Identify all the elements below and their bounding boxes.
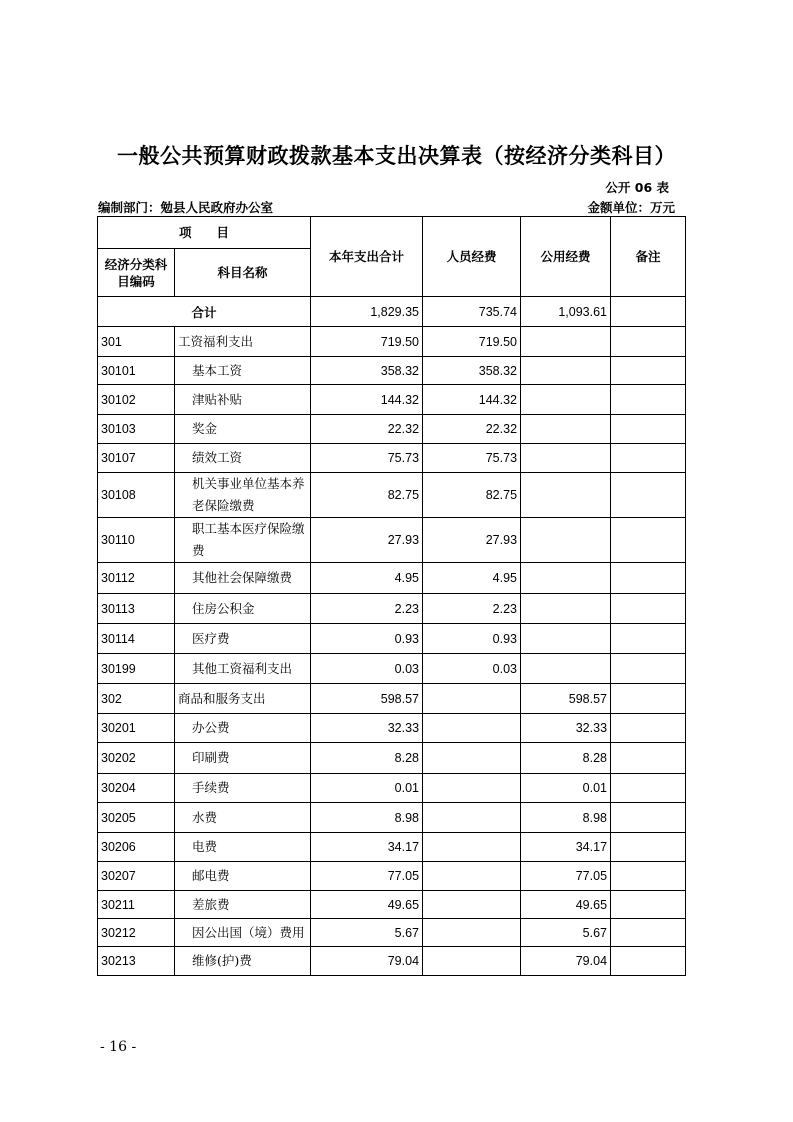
remark-cell bbox=[611, 947, 686, 976]
personnel-cell: 2.23 bbox=[423, 594, 521, 624]
personnel-cell bbox=[423, 947, 521, 976]
code-cell: 30205 bbox=[98, 803, 175, 833]
table-row bbox=[98, 473, 686, 518]
name-cell: 电费 bbox=[175, 833, 311, 862]
code-cell: 30112 bbox=[98, 563, 175, 594]
total-header: 本年支出合计 bbox=[311, 217, 423, 297]
code-cell: 30204 bbox=[98, 774, 175, 803]
table-row bbox=[98, 919, 686, 947]
remark-cell bbox=[611, 833, 686, 862]
remark-cell bbox=[611, 774, 686, 803]
remark-cell bbox=[611, 684, 686, 714]
remark-cell bbox=[611, 385, 686, 415]
remark-cell bbox=[611, 714, 686, 743]
total-cell: 34.17 bbox=[311, 833, 423, 862]
table-row bbox=[98, 654, 686, 684]
page-number: - 16 - bbox=[100, 1039, 137, 1055]
code-cell: 301 bbox=[98, 327, 175, 357]
personnel-cell bbox=[423, 803, 521, 833]
remark-cell bbox=[611, 803, 686, 833]
remark-cell bbox=[611, 357, 686, 385]
total-cell: 27.93 bbox=[311, 518, 423, 563]
public-cell: 79.04 bbox=[521, 947, 611, 976]
code-cell: 30113 bbox=[98, 594, 175, 624]
table-row bbox=[98, 624, 686, 654]
public-cell: 8.28 bbox=[521, 743, 611, 774]
total-cell: 0.93 bbox=[311, 624, 423, 654]
table-row bbox=[98, 743, 686, 774]
code-cell: 30108 bbox=[98, 473, 175, 518]
total-cell: 0.01 bbox=[311, 774, 423, 803]
personnel-cell: 4.95 bbox=[423, 563, 521, 594]
table-row bbox=[98, 385, 686, 415]
name-cell: 印刷费 bbox=[175, 743, 311, 774]
total-personnel: 735.74 bbox=[423, 297, 521, 327]
total-cell: 32.33 bbox=[311, 714, 423, 743]
name-cell: 差旅费 bbox=[175, 891, 311, 919]
total-cell: 144.32 bbox=[311, 385, 423, 415]
remark-header: 备注 bbox=[611, 217, 686, 297]
table-row bbox=[98, 803, 686, 833]
code-cell: 302 bbox=[98, 684, 175, 714]
remark-cell bbox=[611, 919, 686, 947]
name-cell: 工资福利支出 bbox=[175, 327, 311, 357]
public-cell bbox=[521, 563, 611, 594]
personnel-cell: 27.93 bbox=[423, 518, 521, 563]
table-row bbox=[98, 862, 686, 891]
department-label: 编制部门：勉县人民政府办公室 bbox=[98, 200, 274, 215]
personnel-cell: 75.73 bbox=[423, 444, 521, 473]
code-cell: 30101 bbox=[98, 357, 175, 385]
public-cell bbox=[521, 357, 611, 385]
public-cell: 77.05 bbox=[521, 862, 611, 891]
public-cell bbox=[521, 654, 611, 684]
personnel-cell bbox=[423, 743, 521, 774]
public-cell: 34.17 bbox=[521, 833, 611, 862]
public-header: 公用经费 bbox=[521, 217, 611, 297]
personnel-cell: 0.03 bbox=[423, 654, 521, 684]
table-row bbox=[98, 563, 686, 594]
remark-cell bbox=[611, 444, 686, 473]
total-cell: 358.32 bbox=[311, 357, 423, 385]
name-header: 科目名称 bbox=[175, 249, 311, 297]
remark-cell bbox=[611, 862, 686, 891]
code-cell: 30110 bbox=[98, 518, 175, 563]
table-row bbox=[98, 774, 686, 803]
total-cell: 75.73 bbox=[311, 444, 423, 473]
total-cell: 22.32 bbox=[311, 415, 423, 444]
table-row bbox=[98, 415, 686, 444]
public-cell bbox=[521, 415, 611, 444]
name-cell: 因公出国（境）费用 bbox=[175, 919, 311, 947]
remark-cell bbox=[611, 473, 686, 518]
public-cell: 32.33 bbox=[521, 714, 611, 743]
code-cell: 30199 bbox=[98, 654, 175, 684]
code-header: 经济分类科目编码 bbox=[98, 249, 175, 297]
name-cell: 维修(护)费 bbox=[175, 947, 311, 976]
public-cell: 5.67 bbox=[521, 919, 611, 947]
code-cell: 30102 bbox=[98, 385, 175, 415]
table-row bbox=[98, 327, 686, 357]
remark-cell bbox=[611, 563, 686, 594]
name-cell: 职工基本医疗保险缴费 bbox=[175, 518, 311, 563]
personnel-cell bbox=[423, 684, 521, 714]
name-cell: 机关事业单位基本养老保险缴费 bbox=[175, 473, 311, 518]
name-cell: 医疗费 bbox=[175, 624, 311, 654]
total-cell: 49.65 bbox=[311, 891, 423, 919]
total-cell: 719.50 bbox=[311, 327, 423, 357]
table-row bbox=[98, 594, 686, 624]
table-row bbox=[98, 714, 686, 743]
total-cell: 82.75 bbox=[311, 473, 423, 518]
public-cell: 8.98 bbox=[521, 803, 611, 833]
remark-cell bbox=[611, 518, 686, 563]
total-cell: 5.67 bbox=[311, 919, 423, 947]
personnel-cell bbox=[423, 919, 521, 947]
total-cell: 598.57 bbox=[311, 684, 423, 714]
name-cell: 奖金 bbox=[175, 415, 311, 444]
personnel-cell: 358.32 bbox=[423, 357, 521, 385]
name-cell: 商品和服务支出 bbox=[175, 684, 311, 714]
personnel-cell bbox=[423, 862, 521, 891]
page-title: 一般公共预算财政拨款基本支出决算表（按经济分类科目） bbox=[117, 144, 676, 168]
personnel-cell: 719.50 bbox=[423, 327, 521, 357]
table-row bbox=[98, 947, 686, 976]
name-cell: 其他社会保障缴费 bbox=[175, 563, 311, 594]
table-row bbox=[98, 833, 686, 862]
remark-cell bbox=[611, 891, 686, 919]
total-amount: 1,829.35 bbox=[311, 297, 423, 327]
name-cell: 津贴补贴 bbox=[175, 385, 311, 415]
personnel-cell bbox=[423, 891, 521, 919]
remark-cell bbox=[611, 594, 686, 624]
total-cell: 79.04 bbox=[311, 947, 423, 976]
public-cell: 49.65 bbox=[521, 891, 611, 919]
public-cell: 598.57 bbox=[521, 684, 611, 714]
code-cell: 30103 bbox=[98, 415, 175, 444]
table-number: 公开 06 表 bbox=[605, 180, 669, 195]
code-cell: 30202 bbox=[98, 743, 175, 774]
total-cell: 77.05 bbox=[311, 862, 423, 891]
code-cell: 30107 bbox=[98, 444, 175, 473]
table-row bbox=[98, 684, 686, 714]
name-cell: 水费 bbox=[175, 803, 311, 833]
expenditure-table bbox=[97, 216, 686, 976]
public-cell bbox=[521, 444, 611, 473]
remark-cell bbox=[611, 743, 686, 774]
name-cell: 绩效工资 bbox=[175, 444, 311, 473]
total-label: 合计 bbox=[98, 297, 311, 327]
code-cell: 30211 bbox=[98, 891, 175, 919]
total-remark bbox=[611, 297, 686, 327]
personnel-cell bbox=[423, 833, 521, 862]
total-cell: 8.98 bbox=[311, 803, 423, 833]
remark-cell bbox=[611, 415, 686, 444]
remark-cell bbox=[611, 654, 686, 684]
item-header: 项 目 bbox=[98, 217, 311, 249]
personnel-cell: 144.32 bbox=[423, 385, 521, 415]
personnel-cell: 82.75 bbox=[423, 473, 521, 518]
name-cell: 住房公积金 bbox=[175, 594, 311, 624]
code-cell: 30212 bbox=[98, 919, 175, 947]
remark-cell bbox=[611, 624, 686, 654]
name-cell: 基本工资 bbox=[175, 357, 311, 385]
table-row bbox=[98, 444, 686, 473]
name-cell: 其他工资福利支出 bbox=[175, 654, 311, 684]
remark-cell bbox=[611, 327, 686, 357]
personnel-cell: 0.93 bbox=[423, 624, 521, 654]
name-cell: 邮电费 bbox=[175, 862, 311, 891]
total-cell: 4.95 bbox=[311, 563, 423, 594]
code-cell: 30206 bbox=[98, 833, 175, 862]
code-cell: 30213 bbox=[98, 947, 175, 976]
total-row bbox=[98, 297, 686, 327]
total-cell: 8.28 bbox=[311, 743, 423, 774]
code-cell: 30114 bbox=[98, 624, 175, 654]
table-row bbox=[98, 891, 686, 919]
code-cell: 30207 bbox=[98, 862, 175, 891]
name-cell: 手续费 bbox=[175, 774, 311, 803]
public-cell bbox=[521, 385, 611, 415]
public-cell bbox=[521, 518, 611, 563]
code-cell: 30201 bbox=[98, 714, 175, 743]
personnel-cell: 22.32 bbox=[423, 415, 521, 444]
public-cell bbox=[521, 594, 611, 624]
personnel-cell bbox=[423, 714, 521, 743]
unit-label: 金额单位：万元 bbox=[587, 200, 675, 215]
public-cell: 0.01 bbox=[521, 774, 611, 803]
public-cell bbox=[521, 473, 611, 518]
total-cell: 0.03 bbox=[311, 654, 423, 684]
personnel-cell bbox=[423, 774, 521, 803]
table-row bbox=[98, 357, 686, 385]
public-cell bbox=[521, 624, 611, 654]
personnel-header: 人员经费 bbox=[423, 217, 521, 297]
total-public: 1,093.61 bbox=[521, 297, 611, 327]
total-cell: 2.23 bbox=[311, 594, 423, 624]
public-cell bbox=[521, 327, 611, 357]
table-row bbox=[98, 518, 686, 563]
name-cell: 办公费 bbox=[175, 714, 311, 743]
